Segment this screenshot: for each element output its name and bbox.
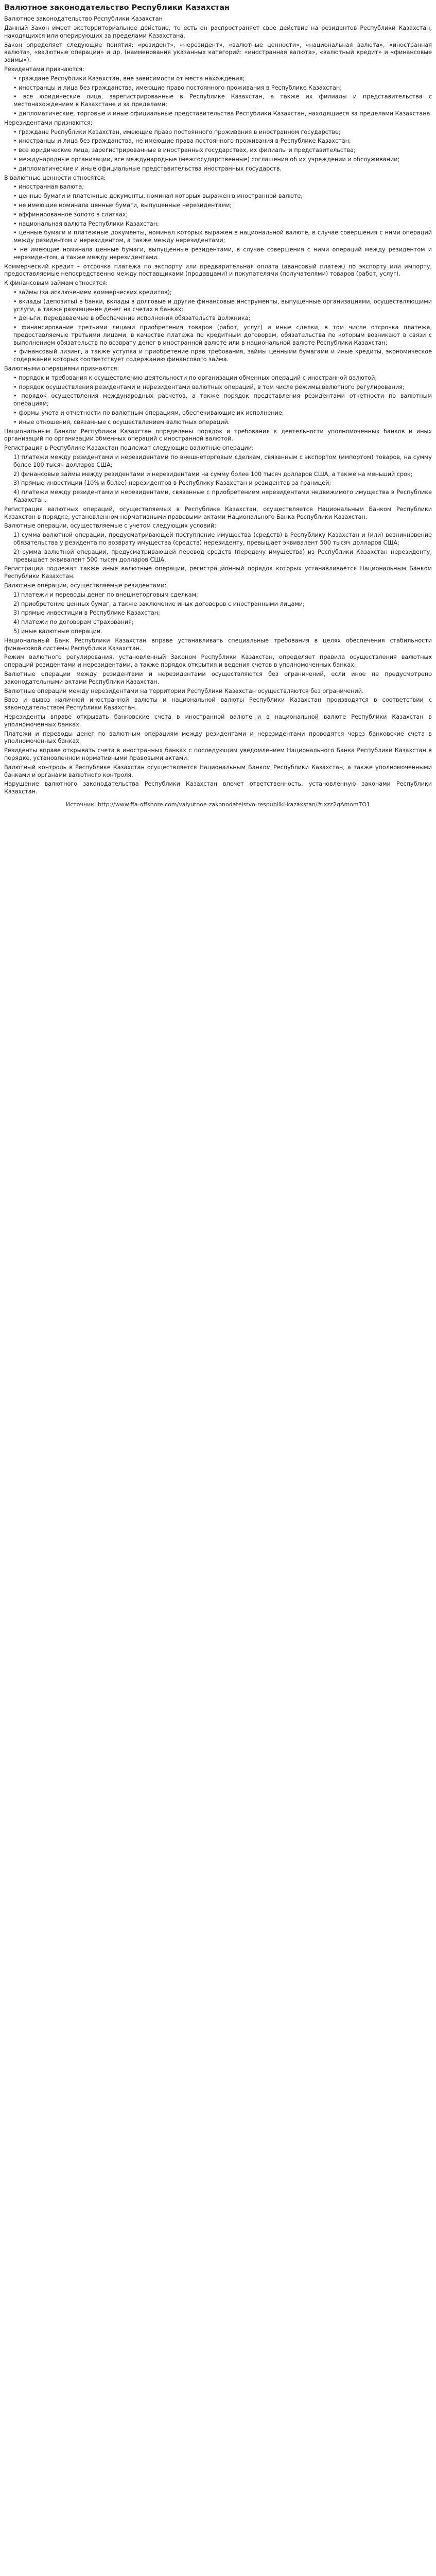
list-item: • порядок осуществления международных расчетов, а также порядок представления резидентами отчетности по валютным операциям; <box>13 393 432 408</box>
list-item: • вклады (депозиты) в банки, вклады в долговые и другие финансовые инструменты, выпущенные организациями, осуществляющими услуги, а также размещение денег на счетах в банках; <box>13 298 432 313</box>
list-item: • формы учета и отчетности по валютным операциям, обеспечивающие их исполнение; <box>13 410 284 417</box>
list-item: • займы (за исключением коммерческих кредитов); <box>13 289 172 296</box>
page-subtitle: Валютное законодательство Республики Казахстан <box>4 15 163 22</box>
page-title: Валютное законодательство Республики Казахстан <box>4 4 230 12</box>
paragraph: Национальным Банком Республики Казахстан определены порядок и требования к деятельности уполномоченных банков и иных организаций по организации обменных операций с иностранной валютой. <box>4 428 432 443</box>
list-item: 2) сумма валютной операции, предусматривающей перевод средств (передачу имущества) из Республики Казахстан нерезиденту, превышает эквивалент 500 тысяч долларов США. <box>13 548 432 563</box>
paragraph: Ввоз и вывоз наличной иностранной валюты и национальной валюты Республики Казахстан производятся в соответствии с законодательством Республики Казахстан. <box>4 697 432 711</box>
list-item: • все юридические лица, зарегистрированные в Республике Казахстан, а также их филиалы и представительства с местонахождением в Казахстане и за пределами; <box>13 93 432 108</box>
list-item: • международные организации, все международные (межгосударственные) соглашения об их учреждении и обслуживании; <box>13 156 400 163</box>
list-item: • финансирование третьими лицами приобретения товаров (работ, услуг) и иные сделки, в том числе отсрочка платежа, предоставляемые третьими лицами, в качестве платежа по кредитным договорам, обязательства по которым возникают в связи с выполнением обязательств по возврату денег в иностранной валюте или в национальной валюте Республики Казахстан; <box>13 324 432 346</box>
list-item: • дипломатические, торговые и иные официальные представительства Республики Казахстан, находящиеся за пределами Казахстана. <box>13 110 432 117</box>
list-item: • граждане Республики Казахстан, вне зависимости от места нахождения; <box>13 75 245 82</box>
paragraph: Данный Закон имеет экстерриториальное действие, то есть он распространяет свое действие на резидентов Республики Казахстан, находящихся или оперирующих за пределами Казахстана. <box>4 25 432 39</box>
list-item: 4) платежи между резидентами и нерезидентами, связанные с приобретением нерезидентами недвижимого имущества в Республике Казахстан. <box>13 489 432 504</box>
list-item: 1) сумма валютной операции, предусматривающей поступление имущества (средств) в Республику Казахстан и (или) возникновение обязательства у резидента по возврату имущества (средств) нерезиденту, превышает эквивалент 500 тысяч долларов США; <box>13 532 432 547</box>
list-item: 1) платежи между резидентами и нерезидентами по внешнеторговым сделкам, связанным с экспортом (импортом) товаров, на сумму более 100 тысяч долларов США; <box>13 454 432 468</box>
list-item: • граждане Республики Казахстан, имеющие право постоянного проживания в иностранном государстве; <box>13 128 341 135</box>
list-item: 2) приобретение ценных бумаг, а также заключение иных договоров с иностранными лицами; <box>13 600 305 607</box>
paragraph: Резиденты вправе открывать счета в иностранных банках с последующим уведомлением Национального Банка Республики Казахстан в порядке, установленном нормативными правовыми актами. <box>4 747 432 761</box>
paragraph: Нерезидентами признаются: <box>4 119 93 126</box>
paragraph: Резидентами признаются: <box>4 65 84 73</box>
paragraph: Регистрация валютных операций, осуществляемых в Республике Казахстан, осуществляется Национальным Банком Республики Казахстан в порядке, установленном нормативными правовыми актами Национального Банка Республики Казахстан. <box>4 505 432 520</box>
list-item: • дипломатические и иные официальные представительства иностранных государств. <box>13 165 282 172</box>
source-link[interactable]: Источник: http://www.ffa-offshore.com/valyutnoe-zakonodatelstvo-respubliki-kazaxstan/#ixzz2gAmomTO1 <box>65 801 371 808</box>
paragraph: Закон определяет следующие понятия: «резидент», «нерезидент», «валютные ценности», «национальная валюта», «иностранная валюта», «валютные операции» и др. (наименования указанных категорий: «иностранная валюта», «валютный кредит» и «финансовые займы»). <box>4 41 432 64</box>
paragraph: Валютные операции между нерезидентами на территории Республики Казахстан осуществляются без ограничений. <box>4 687 364 694</box>
article-body <box>4 25 432 796</box>
paragraph: Национальный Банк Республики Казахстан вправе устанавливать специальные требования в целях обеспечения стабильности финансовой системы Республики Казахстан. <box>4 637 432 652</box>
paragraph: В валютные ценности относятся: <box>4 174 106 181</box>
list-item: 3) прямые инвестиции в Республике Казахстан; <box>13 609 160 617</box>
paragraph: Нарушение валютного законодательства Республики Казахстан влечет ответственность, установленную законами Республики Казахстан. <box>4 781 432 795</box>
paragraph: Валютный контроль в Республике Казахстан осуществляется Национальным Банком Республики Казахстан, а также уполномоченными банками и органами валютного контроля. <box>4 764 432 778</box>
list-item: • не имеющие номинала ценные бумаги, выпущенные резидентами, в случае совершения с ними операций между резидентом и нерезидентом, а также между нерезидентами. <box>13 246 432 261</box>
list-item: • не имеющие номинала ценные бумаги, выпущенные нерезидентами; <box>13 201 232 209</box>
list-item: • порядок и требования к осуществлению деятельности по организации обменных операций с иностранной валютой; <box>13 374 377 381</box>
paragraph: Режим валютного регулирования, установленный Законом Республики Казахстан, определяет правила осуществления валютных операций резидентами и нерезидентами, а также порядок открытия и ведения счетов в уполномоченных банках. <box>4 654 432 669</box>
list-item: • порядок осуществления резидентами и нерезидентами валютных операций, в том числе режимы валютного регулирования; <box>13 383 405 391</box>
paragraph: К финансовым займам относятся: <box>4 280 108 287</box>
paragraph: Регистрации подлежат также иные валютные операции, регистрационный порядок которых устанавливается Национальным Банком Республики Казахстан. <box>4 565 432 580</box>
list-item: 4) платежи по договорам страхования; <box>13 619 134 626</box>
paragraph: Валютные операции, осуществляемые с учетом следующих условий: <box>4 522 217 530</box>
list-item: • ценные бумаги и платежные документы, номинал которых выражен в иностранной валюте; <box>13 193 303 200</box>
list-item: • деньги, передаваемые в обеспечение исполнения обязательств должника; <box>13 315 251 322</box>
paragraph: Валютные операции, осуществляемые резидентами: <box>4 582 167 589</box>
list-item: • финансовый лизинг, а также уступка и приобретение прав требования, займы ценными бумагами и иные кредиты, экономическое содержание которых соответствует содержанию финансового займа. <box>13 348 432 363</box>
paragraph: Валютные операции между резидентами и нерезидентами осуществляются без ограничений, если иное не предусмотрено законодательными актами Республики Казахстан. <box>4 670 432 685</box>
paragraph: Регистрация в Республике Казахстан подлежат следующие валютные операции: <box>4 445 254 452</box>
list-item: 3) прямые инвестиции (10% и более) нерезидентов в Республику Казахстан и резидентов за границей; <box>13 480 332 487</box>
list-item: 1) платежи и переводы денег по внешнеторговым сделкам; <box>13 591 198 598</box>
list-item: • иные отношения, связанные с осуществлением валютных операций. <box>13 418 230 426</box>
list-item: • иностранцы и лица без гражданства, имеющие право постоянного проживания в Республике Казахстан; <box>13 84 342 91</box>
list-item: • аффинированное золото в слитках; <box>13 211 128 218</box>
list-item: • иностранцы и лица без гражданства, не имеющие права постоянного проживания в Республике Казахстан; <box>13 138 351 145</box>
list-item: • иностранная валюта; <box>13 183 84 191</box>
list-item: • национальная валюта Республики Казахстан; <box>13 220 159 227</box>
list-item: • все юридические лица, зарегистрированные в иностранных государствах, их филиалы и представительства; <box>13 147 356 154</box>
list-item: 5) иные валютные операции. <box>13 628 102 635</box>
paragraph: Нерезиденты вправе открывать банковские счета в иностранной валюте и в национальной валюте Республики Казахстан в уполномоченных банках. <box>4 713 432 728</box>
list-item: 2) финансовые займы между резидентами и нерезидентами на сумму более 100 тысяч долларов США, а также на меньший срок; <box>13 470 413 478</box>
paragraph: Валютными операциями признаются: <box>4 365 119 372</box>
document <box>0 0 436 812</box>
paragraph: Платежи и переводы денег по валютным операциям между резидентами и нерезидентами проводятся через банковские счета в уполномоченных банках. <box>4 730 432 745</box>
paragraph: Коммерческий кредит – отсрочка платежа по экспорту или предварительная оплата (авансовый платеж) по экспорту или импорту, предоставляемые непосредственно между поставщиками (продавцами) и покупателями (получателями) товаров (работ, услуг). <box>4 263 432 278</box>
list-item: • ценные бумаги и платежные документы, номинал которых выражен в национальной валюте, в случае совершения с ними операций между резидентом и нерезидентом, а также между нерезидентами; <box>13 229 432 244</box>
